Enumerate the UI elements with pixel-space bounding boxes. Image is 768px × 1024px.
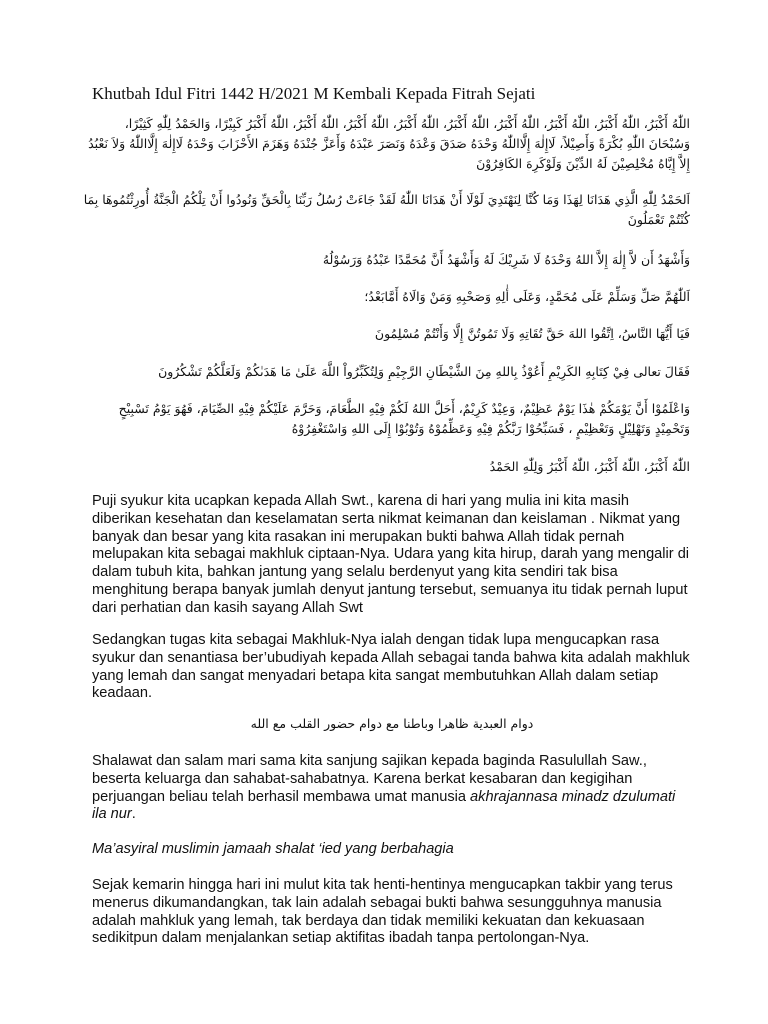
paragraph-shalawat: [92, 753, 692, 824]
arabic-ayat: فَقَالَ تعالى فِيْ كِتَابِهِ الكَرِيْمِ أَعُوْذُ بِاللهِ مِنَ الشَّيْطَانِ الرَّجِيْمِ وَلِتُكَبِّرُواْ اللَّهَ عَلَىٰ مَا هَدَىٰكُمْ وَلَعَلَّكُمْ تَشْكُرُونَ: [158, 364, 690, 379]
paragraph-tugas-makhluk: Sedangkan tugas kita sebagai Makhluk-Nya ialah dengan tidak lupa mengucapkan rasa syukur dan senantiasa ber’ubudiyah kepada Allah sebagai tanda bahwa kita adalah makhluk yang lemah dan sangat menyadari betapa kita sangat membutuhkan Allah dalam setiap keadaan.: [92, 632, 690, 702]
arabic-quote: دوام العبدية ظاهرا وباطنا مع دوام حضور القلب مع الله: [250, 716, 534, 731]
paragraph-takbir: Sejak kemarin hingga hari ini mulut kita tak henti-hentinya mengucapkan takbir yang terus menerus dikumandangkan, tak lain adalah sebagai bukti bahwa sesungguhnya manusia adalah mahkluk yang lemah, tak berdaya dan tidak memiliki kekuatan dan kekuasaan sedikitpun dalam menjalankan setiap aktifitas ibadah tanpa pertolongan-Nya.: [92, 877, 673, 947]
arabic-taqwa: فَيَا أَيُّهَا النَّاسُ، اِتَّقُوا اللهَ حَقَّ تُقَاتِهِ وَلَا تَمُوتُنَّ إِلَّا وَأَنْتُمْ مُسْلِمُونَ: [374, 326, 690, 341]
paragraph-shalawat-italic: akhrajannasa minadz dzulumati ila nur: [92, 788, 676, 823]
arabic-takbir-closing: اللّٰهُ أَكْبَرُ، اللّٰهُ أَكْبَرُ، اللّٰهُ أَكْبَرُ وَلِلّٰهِ الحَمْدُ: [489, 459, 690, 474]
arabic-waalamu: وَاعْلَمُوْا أَنَّ يَوْمَكُمْ هٰذَا يَوْمٌ عَظِيْمٌ، وَعِيْدٌ كَرِيْمٌ، أَحَلَّ اللهُ لَكُمْ فِيْهِ الطَّعَامَ، وَحَرَّمَ عَلَيْكُمْ فِيْهِ الصِّيَامَ، فَهُوَ يَوْمُ تَسْبِيْحٍ وَتَحْمِيْدٍ وَتَهْلِيْلٍ وَتَعْظِيْمٍ ، فَسَبِّحُوْا رَبَّكُمْ فِيْهِ وَعَظِّمُوْهُ وَتُوْبُوْا إِلَى اللهِ وَاسْتَغْفِرُوْهُ: [118, 401, 690, 436]
arabic-shalawat: اَللّٰهُمَّ صَلِّ وَسَلِّمْ عَلَى مُحَمَّدٍ، وَعَلَى أٰلِهِ وَصَحْبِهِ وَمَنْ وَالَاهُ أَمَّابَعْدُ؛: [364, 289, 690, 304]
paragraph-shalawat-text: Shalawat dan salam mari sama kita sanjung sajikan kepada baginda Rasulullah Saw., beserta keluarga dan sahabat-sahabatnya. Karena berkat kesabaran dan kegigihan perjuangan beliau telah berhasil membawa umat manusia: [92, 753, 647, 805]
document-title: Khutbah Idul Fitri 1442 H/2021 M Kembali Kepada Fitrah Sejati: [92, 84, 536, 103]
arabic-takbir-opening: اللّٰهُ أَكْبَرُ، اللّٰهُ أَكْبَرُ، اللّٰهُ أَكْبَرُ، اللّٰهُ أَكْبَرُ، اللّٰهُ أَكْبَرُ، اللّٰهُ أَكْبَرُ، اللّٰهُ أَكْبَرُ، اللّٰهُ أَكْبَرُ، اللّٰهُ أَكْبَرُ كَبِيْرًا، وَالحَمْدُ لِلّٰهِ كَثِيْرًا، وَسُبْحَانَ اللّٰهِ بُكْرَةً وَأَصِيْلاً، لَاإِلٰهَ إِلَّااللّٰهُ وَحْدَهُ صَدَقَ وَعْدَهُ وَنَصَرَ عَبْدَهُ وَأَعَزَّ جُنْدَهُ وَهَزَمَ الأَحْزَابَ وَحْدَهُ لَاإِلٰهَ إِلَّااللّٰهُ وَلاَ نَعْبُدُ إِلاَّ إِيَّاهُ مُخْلِصِيْنَ لَهُ الدِّيْنَ وَلَوْكَرِهَ الكَافِرُوْنَ: [88, 116, 690, 171]
paragraph-shalawat-end: .: [131, 806, 136, 823]
paragraph-puji-syukur: Puji syukur kita ucapkan kepada Allah Swt., karena di hari yang mulia ini kita masih diberikan kesehatan dan keselamatan serta nikmat keimanan dan keislaman . Nikmat yang banyak dan besar yang kita rasakan ini merupakan bukti bahwa Allah tidak pernah melupakan kita sebagai makhluk ciptaan-Nya. Udara yang kita hirup, darah yang mengalir di dalam tubuh kita, bahkan jantung yang selalu berdenyut yang kita sendiri tak bisa menghitung berapa banyak jumlah denyut jantung tersebut, semuanya itu tidak pernah luput dari perhatian dan kasih sayang Allah Swt: [92, 493, 690, 616]
arabic-syahadat: وَأَشْهَدُ أَن لاَّ إِلٰهَ إِلاَّ اللهُ وَحْدَهُ لَا شَرِيْكَ لَهُ وَأَشْهَدُ أَنَّ مُحَمَّدًا عَبْدُهُ وَرَسُوْلُهُ: [322, 252, 690, 267]
address-jamaah: [92, 841, 692, 859]
arabic-hamdalah: اَلحَمْدُ لِلّٰهِ الَّذِي هَدَانَا لِهَذَا وَمَا كُنَّا لِنَهْتَدِيَ لَوْلَا أَنْ هَدَانَا اللّٰهُ لَقَدْ جَاءَتْ رُسُلُ رَبِّنَا بِالْحَقِّ وَنُودُوا أَنْ تِلْكُمُ الْجَنَّةُ أُورِثْتُمُوهَا بِمَا كُنْتُمْ تَعْمَلُونَ: [83, 192, 690, 227]
address-jamaah-text: Ma’asyiral muslimin jamaah shalat ‘ied yang berbahagia: [92, 841, 454, 857]
